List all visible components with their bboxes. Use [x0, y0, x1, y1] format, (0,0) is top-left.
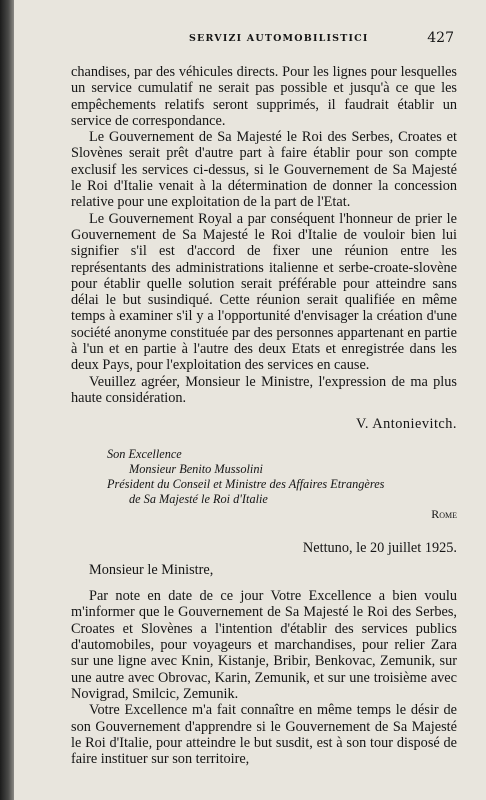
- document-page: [14, 0, 486, 800]
- paragraph: Le Gouvernement de Sa Majesté le Roi des Serbes, Croates et Slovènes serait prêt d'autre part à faire établir pour son compte exclusif les services ci-dessus, si le Gouvernement de Sa Majesté le Roi d'Italie venait à la détermination de donner la concession relative pour une exploitation de la part de l'Etat.: [71, 129, 457, 211]
- dateline: Nettuno, le 20 juillet 1925.: [302, 539, 457, 556]
- address-block: [107, 447, 457, 522]
- signature: V. Antonievitch.: [355, 416, 457, 433]
- address-line: Président du Conseil et Ministre des Affaires Etrangères: [107, 476, 385, 491]
- book-gutter-shadow: [0, 0, 14, 800]
- paragraph: Le Gouvernement Royal a par conséquent l'honneur de prier le Gouvernement de Sa Majesté le Roi d'Italie de vouloir bien lui signifier s'il est d'accord de fixer une réunion entre les représentants des administrations italienne et serbe-croate-slovène pour établir quelle solution serait préférable pour atteindre sans délai le but susindiqué. Cette réunion serait qualifiée en même temps à examiner s'il y a l'opportunité d'envisager la création d'une société anonyme constituée par des personnes appartenant en partie à l'un et en partie à l'autre des deux Etats et enregistrée dans les deux Pays, pour l'exploitation des services en cause.: [71, 210, 457, 374]
- paragraph: Veuillez agréer, Monsieur le Ministre, l'expression de ma plus haute considération.: [71, 373, 457, 406]
- address-line: de Sa Majesté le Roi d'Italie: [129, 491, 268, 506]
- page-number: 427: [427, 30, 454, 46]
- paragraph: Par note en date de ce jour Votre Excellence a bien voulu m'informer que le Gouvernement de Sa Majesté le Roi des Serbes, Croates et Slovènes a l'intention d'établir des services publics d'automobiles, pour voyageurs et marchandises, pour relier Zara sur une ligne avec Knin, Kistanje, Bribir, Benkovac, Zemunik, sur une autre avec Obrovac, Karin, Zemunik, et sur une troisième avec Novigrad, Smilcic, Zemunik.: [71, 588, 457, 702]
- address-city: Rome: [431, 506, 457, 521]
- address-line: Son Excellence: [107, 446, 182, 461]
- page-header: [14, 30, 454, 51]
- paragraph: chandises, par des véhicules directs. Pour les lignes pour lesquelles un service cumulatif ne serait pas possible et jusqu'à ce que les empêchements relatifs seront supprimés, il faudrait établir un service de correspondance.: [71, 64, 457, 129]
- running-head: SERVIZI AUTOMOBILISTICI: [189, 33, 369, 44]
- salutation: Monsieur le Ministre,: [89, 561, 214, 578]
- address-line: Monsieur Benito Mussolini: [129, 461, 263, 476]
- paragraph: Votre Excellence m'a fait connaître en même temps le désir de son Gouvernement d'apprendre si le Gouvernement de Sa Majesté le Roi d'Italie, pour atteindre le but susdit, est à son tour disposé de faire instituer sur son territoire,: [71, 702, 457, 768]
- page-body: [71, 64, 457, 767]
